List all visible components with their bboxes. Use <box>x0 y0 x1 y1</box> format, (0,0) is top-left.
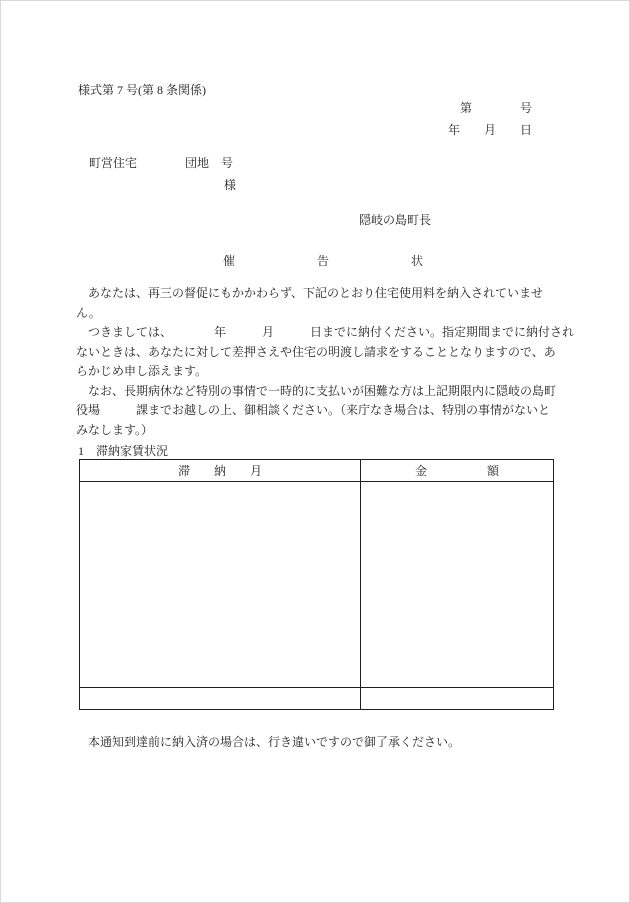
table-header-row <box>80 460 554 482</box>
body-line: みなします。） <box>76 422 154 437</box>
table-row <box>80 482 554 688</box>
total-amount-cell <box>361 688 554 710</box>
form-number: 様式第 7 号(第 8 条関係) <box>78 83 206 97</box>
section-heading: 1 滞納家賃状況 <box>78 444 169 458</box>
body-line: ないときは、あなたに対して差押さえや住宅の明渡し請求をすることとなりますので、あ <box>76 344 556 359</box>
column-header-arrears-month: 滞 納 月 <box>80 460 361 482</box>
body-line: らかじめ申し添えます。 <box>76 364 208 378</box>
body-line: なお、長期病休など特別の事情で一時的に支払いが困難な方は上記期限内に隠岐の島町 <box>76 383 557 398</box>
amount-cell <box>361 482 554 688</box>
table-total-row <box>80 688 554 710</box>
arrears-month-cell <box>80 482 361 688</box>
body-line: あなたは、再三の督促にもかかわらず、下記のとおり住宅使用料を納入されていませ <box>76 286 544 300</box>
document-title: 催告状 <box>223 254 506 268</box>
body-line: ん。 <box>76 305 101 320</box>
addressee-honorific: 様 <box>224 178 237 192</box>
date-line: 年 月 日 <box>447 123 532 137</box>
closing-note: 本通知到達前に納入済の場合は、行き違いですので御了承ください。 <box>76 735 461 749</box>
body-line: つきましては、 年 月 日までに納付ください。指定期間までに納付され <box>76 325 575 339</box>
column-header-amount: 金 額 <box>361 460 554 482</box>
document-number-line: 第 号 <box>459 101 532 115</box>
sender-title: 隠岐の島町長 <box>359 213 432 227</box>
arrears-table <box>79 459 554 710</box>
total-month-cell <box>80 688 361 710</box>
body-line: 役場 課までお越しの上、御相談ください。（来庁なき場合は、特別の事情がないと <box>76 403 551 417</box>
addressee-line: 町営住宅 団地 号 <box>89 156 234 170</box>
body-text <box>76 284 576 440</box>
